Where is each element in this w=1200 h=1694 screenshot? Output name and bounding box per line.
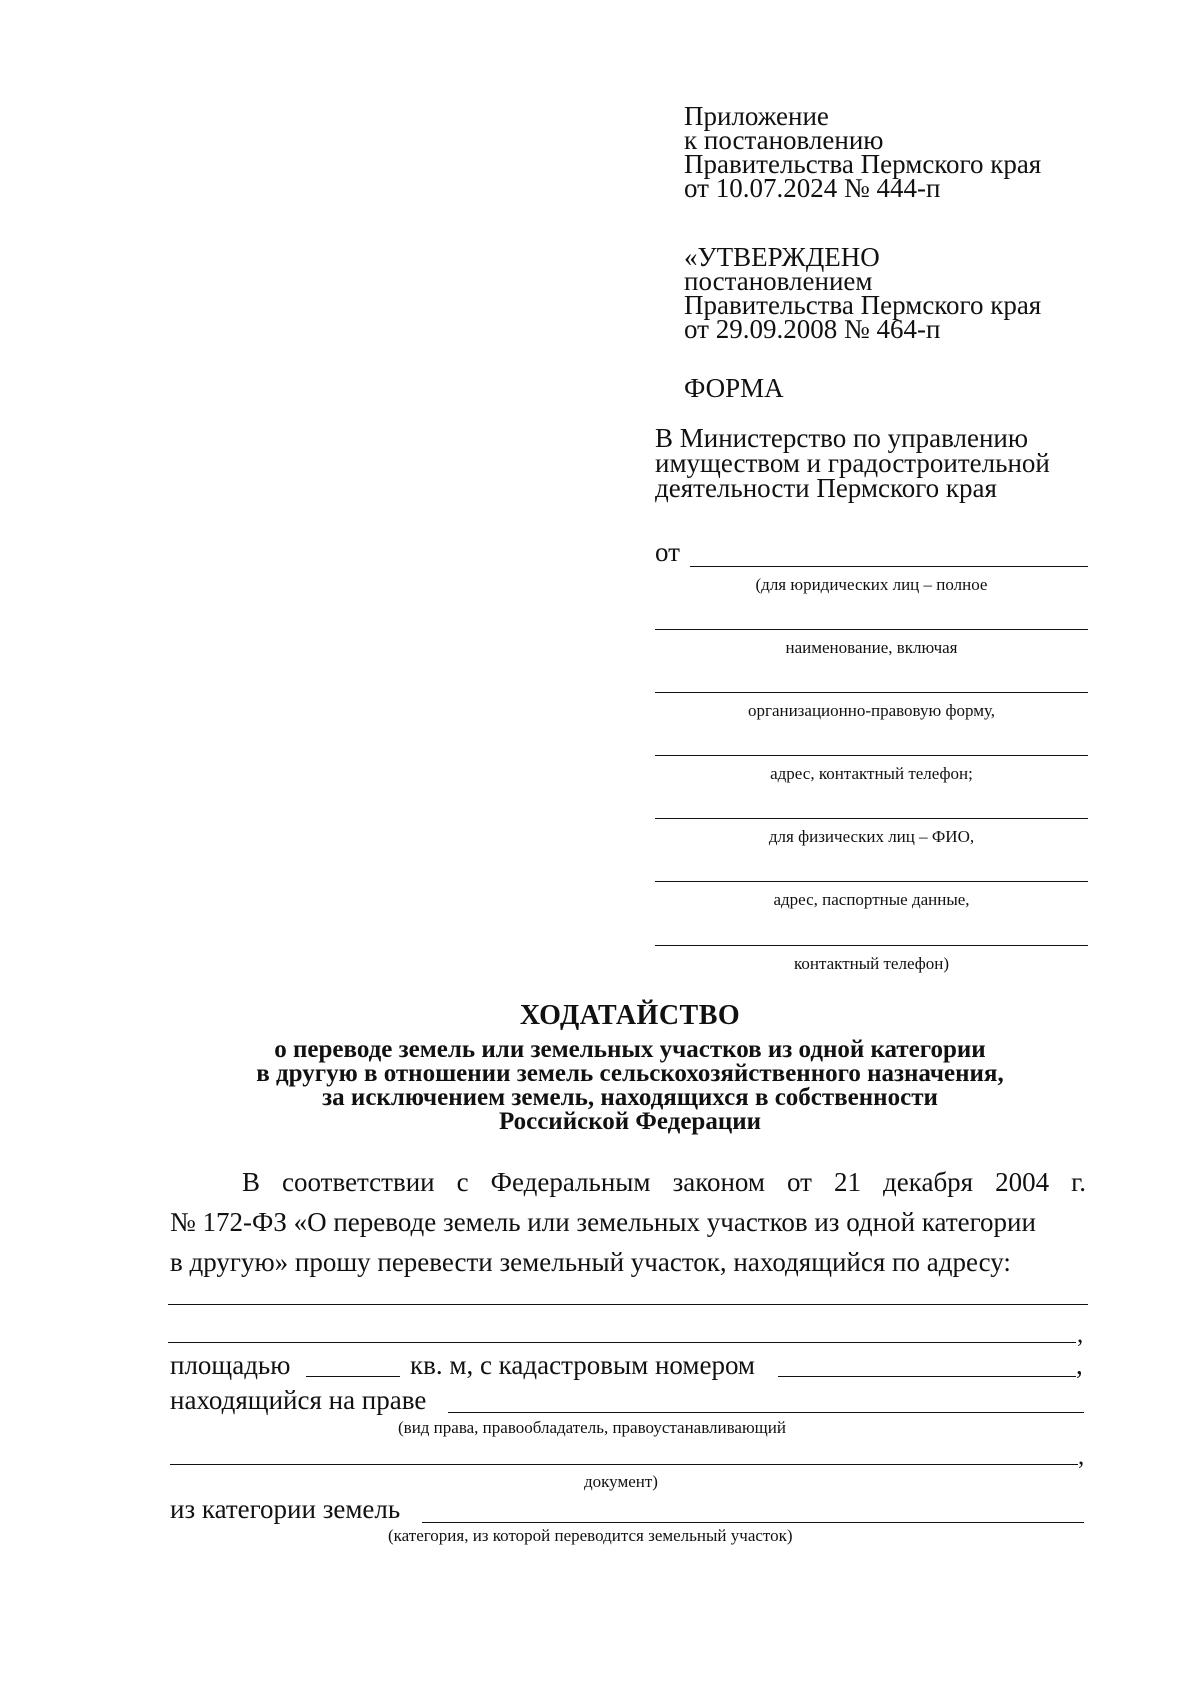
rights-comma: , bbox=[1078, 1443, 1085, 1470]
area-unit-label: кв. м, с кадастровым номером bbox=[410, 1350, 756, 1380]
body-word: 21 bbox=[834, 1167, 861, 1197]
applicant-caption: организационно-правовую форму, bbox=[747, 701, 996, 720]
rights-caption: (вид права, правообладатель, правоустанавливающий bbox=[398, 1418, 786, 1437]
body-paragraph bbox=[170, 1162, 1086, 1282]
applicant-field-5[interactable] bbox=[655, 818, 1088, 819]
applicant-caption: для физических лиц – ФИО, bbox=[768, 827, 975, 846]
body-word: Федеральным bbox=[490, 1167, 651, 1197]
approved-line: от 29.09.2008 № 464-п bbox=[684, 314, 941, 344]
category-label: из категории земель bbox=[170, 1494, 401, 1524]
applicant-caption: контактный телефон) bbox=[794, 954, 949, 973]
applicant-caption: адрес, паспортные данные, bbox=[773, 890, 970, 909]
body-line-1 bbox=[170, 1162, 1086, 1202]
applicant-caption: адрес, контактный телефон; bbox=[770, 764, 973, 783]
rights-caption: документ) bbox=[584, 1472, 658, 1491]
approved-line: постановлением bbox=[684, 266, 873, 296]
cadastral-number-input[interactable] bbox=[778, 1376, 1076, 1377]
applicant-field-7[interactable] bbox=[655, 945, 1088, 946]
body-word: декабря bbox=[883, 1167, 974, 1197]
form-label: ФОРМА bbox=[684, 373, 784, 403]
subtitle-line: за исключением земель, находящихся в собственности bbox=[322, 1084, 938, 1111]
body-word: 2004 bbox=[995, 1167, 1050, 1197]
body-line-2: № 172-ФЗ «О переводе земель или земельных участков из одной категории bbox=[170, 1207, 1036, 1237]
approved-line: «УТВЕРЖДЕНО bbox=[684, 242, 880, 272]
subtitle-line: в другую в отношении земель сельскохозяйственного назначения, bbox=[256, 1060, 1004, 1087]
appendix-line: к постановлению bbox=[684, 125, 884, 155]
appendix-line: Приложение bbox=[684, 101, 829, 131]
rights-input[interactable] bbox=[448, 1412, 1084, 1413]
applicant-field-6[interactable] bbox=[655, 881, 1088, 882]
address-field-2[interactable] bbox=[168, 1342, 1076, 1343]
applicant-field-1[interactable] bbox=[690, 566, 1088, 567]
recipient-block bbox=[655, 423, 1050, 503]
area-comma: , bbox=[1076, 1350, 1083, 1380]
applicant-field-2[interactable] bbox=[655, 629, 1088, 630]
body-word: г. bbox=[1071, 1167, 1086, 1197]
body-word: В bbox=[242, 1167, 261, 1197]
area-input[interactable] bbox=[306, 1376, 400, 1377]
body-word: от bbox=[787, 1167, 812, 1197]
document-subtitle bbox=[150, 1038, 1110, 1134]
address-comma: , bbox=[1077, 1321, 1084, 1348]
recipient-line: В Министерство по управлению bbox=[655, 423, 1029, 453]
category-input[interactable] bbox=[422, 1522, 1084, 1523]
body-word: соответствии bbox=[282, 1167, 435, 1197]
recipient-line: имуществом и градостроительной bbox=[655, 448, 1050, 478]
appendix-line: Правительства Пермского края bbox=[684, 149, 1042, 179]
applicant-field-3[interactable] bbox=[655, 692, 1088, 693]
address-field-1[interactable] bbox=[168, 1304, 1088, 1305]
body-line-3: в другую» прошу перевести земельный участок, находящийся по адресу: bbox=[170, 1247, 1011, 1277]
applicant-caption: (для юридических лиц – полное bbox=[755, 575, 988, 594]
document-title: ХОДАТАЙСТВО bbox=[519, 1000, 741, 1031]
category-caption: (категория, из которой переводится земельный участок) bbox=[388, 1526, 793, 1545]
area-label: площадью bbox=[170, 1350, 291, 1380]
rights-label: находящийся на праве bbox=[170, 1385, 427, 1415]
applicant-caption: наименование, включая bbox=[785, 638, 958, 657]
body-word: законом bbox=[672, 1167, 765, 1197]
appendix-line: от 10.07.2024 № 444-п bbox=[684, 173, 941, 203]
body-word: с bbox=[456, 1167, 469, 1197]
subtitle-line: Российской Федерации bbox=[498, 1108, 762, 1135]
recipient-line: деятельности Пермского края bbox=[655, 473, 997, 503]
approved-line: Правительства Пермского края bbox=[684, 290, 1042, 320]
from-label: от bbox=[655, 537, 680, 567]
approved-block bbox=[684, 242, 1042, 344]
subtitle-line: о переводе земель или земельных участков из одной категории bbox=[274, 1036, 986, 1063]
applicant-field-4[interactable] bbox=[655, 755, 1088, 756]
rights-document-input[interactable] bbox=[170, 1464, 1078, 1465]
appendix-block bbox=[684, 101, 1042, 203]
